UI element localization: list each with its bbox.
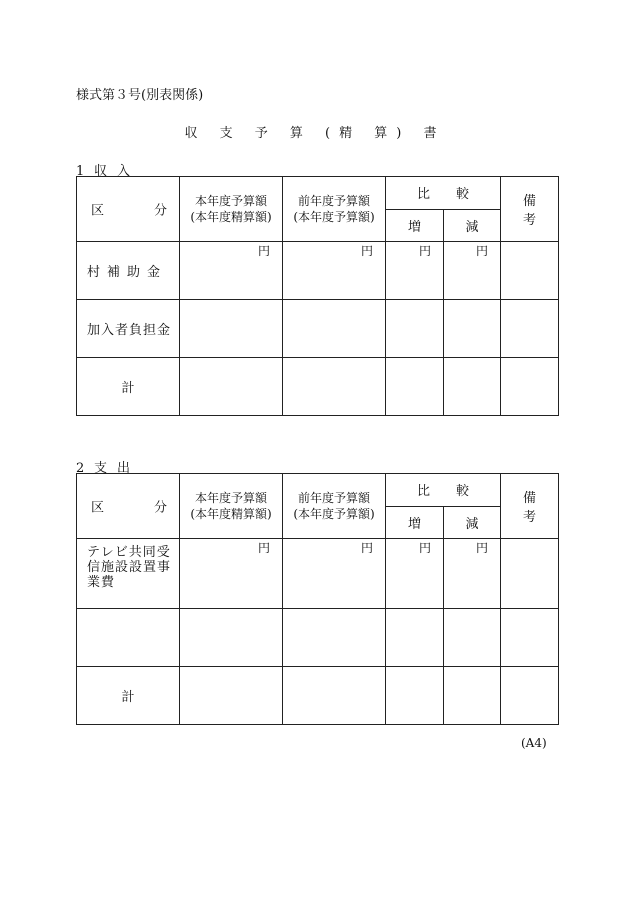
amount-cell[interactable] (444, 667, 501, 725)
header-previous-budget: 前年度予算額 (本年度予算額) (283, 474, 386, 539)
header-comparison: 比較 (386, 474, 501, 507)
row-label[interactable] (77, 609, 180, 667)
section-label: 支出 (94, 461, 141, 476)
header-remarks: 備考 (501, 474, 559, 539)
unit-yen: 円 (257, 541, 270, 555)
amount-cell[interactable] (180, 539, 283, 609)
expenditure-table (76, 473, 559, 725)
table-row (77, 358, 559, 416)
amount-cell[interactable] (444, 300, 501, 358)
remarks-cell[interactable] (501, 242, 559, 300)
document-title: 収 支 予 算 (精 算) 書 (184, 126, 446, 141)
row-label: テレビ共同受信施設設置事業費 (77, 539, 180, 609)
remarks-cell[interactable] (501, 300, 559, 358)
unit-yen: 円 (418, 541, 431, 555)
header-increase: 増 (386, 209, 444, 242)
section-number: 2 (76, 461, 85, 476)
header-remarks: 備考 (501, 177, 559, 242)
amount-cell[interactable] (180, 609, 283, 667)
row-label: 村補助金 (77, 242, 180, 300)
header-current-budget: 本年度予算額 (本年度精算額) (180, 177, 283, 242)
table-row (77, 667, 559, 725)
amount-cell[interactable] (386, 242, 444, 300)
header-previous-budget: 前年度予算額 (本年度予算額) (283, 177, 386, 242)
table-row (77, 609, 559, 667)
paper-size-label: (A4) (521, 736, 547, 750)
header-category: 区 分 (77, 474, 180, 539)
header-comparison: 比較 (386, 177, 501, 210)
table-row (77, 242, 559, 300)
amount-cell[interactable] (283, 609, 386, 667)
amount-cell[interactable] (444, 609, 501, 667)
amount-cell[interactable] (283, 539, 386, 609)
unit-yen: 円 (476, 244, 489, 258)
unit-yen: 円 (418, 244, 431, 258)
remarks-cell[interactable] (501, 358, 559, 416)
amount-cell[interactable] (283, 667, 386, 725)
income-table (76, 176, 559, 416)
unit-yen: 円 (360, 541, 373, 555)
amount-cell[interactable] (180, 667, 283, 725)
amount-cell[interactable] (283, 358, 386, 416)
unit-yen: 円 (476, 541, 489, 555)
row-label-total: 計 (77, 358, 180, 416)
header-decrease: 減 (444, 506, 501, 539)
amount-cell[interactable] (444, 242, 501, 300)
amount-cell[interactable] (386, 667, 444, 725)
amount-cell[interactable] (283, 300, 386, 358)
amount-cell[interactable] (386, 539, 444, 609)
amount-cell[interactable] (444, 358, 501, 416)
unit-yen: 円 (257, 244, 270, 258)
header-increase: 増 (386, 506, 444, 539)
amount-cell[interactable] (180, 300, 283, 358)
table-row (77, 539, 559, 609)
section-label: 収入 (94, 164, 141, 179)
table-row (77, 300, 559, 358)
header-decrease: 減 (444, 209, 501, 242)
amount-cell[interactable] (180, 242, 283, 300)
amount-cell[interactable] (386, 300, 444, 358)
unit-yen: 円 (360, 244, 373, 258)
row-label: 加入者負担金 (77, 300, 180, 358)
form-number: 様式第３号(別表関係) (76, 88, 204, 103)
amount-cell[interactable] (386, 609, 444, 667)
remarks-cell[interactable] (501, 609, 559, 667)
remarks-cell[interactable] (501, 667, 559, 725)
section-number: 1 (76, 164, 85, 179)
amount-cell[interactable] (180, 358, 283, 416)
header-category: 区 分 (77, 177, 180, 242)
amount-cell[interactable] (444, 539, 501, 609)
amount-cell[interactable] (283, 242, 386, 300)
row-label-total: 計 (77, 667, 180, 725)
remarks-cell[interactable] (501, 539, 559, 609)
amount-cell[interactable] (386, 358, 444, 416)
header-current-budget: 本年度予算額 (本年度精算額) (180, 474, 283, 539)
